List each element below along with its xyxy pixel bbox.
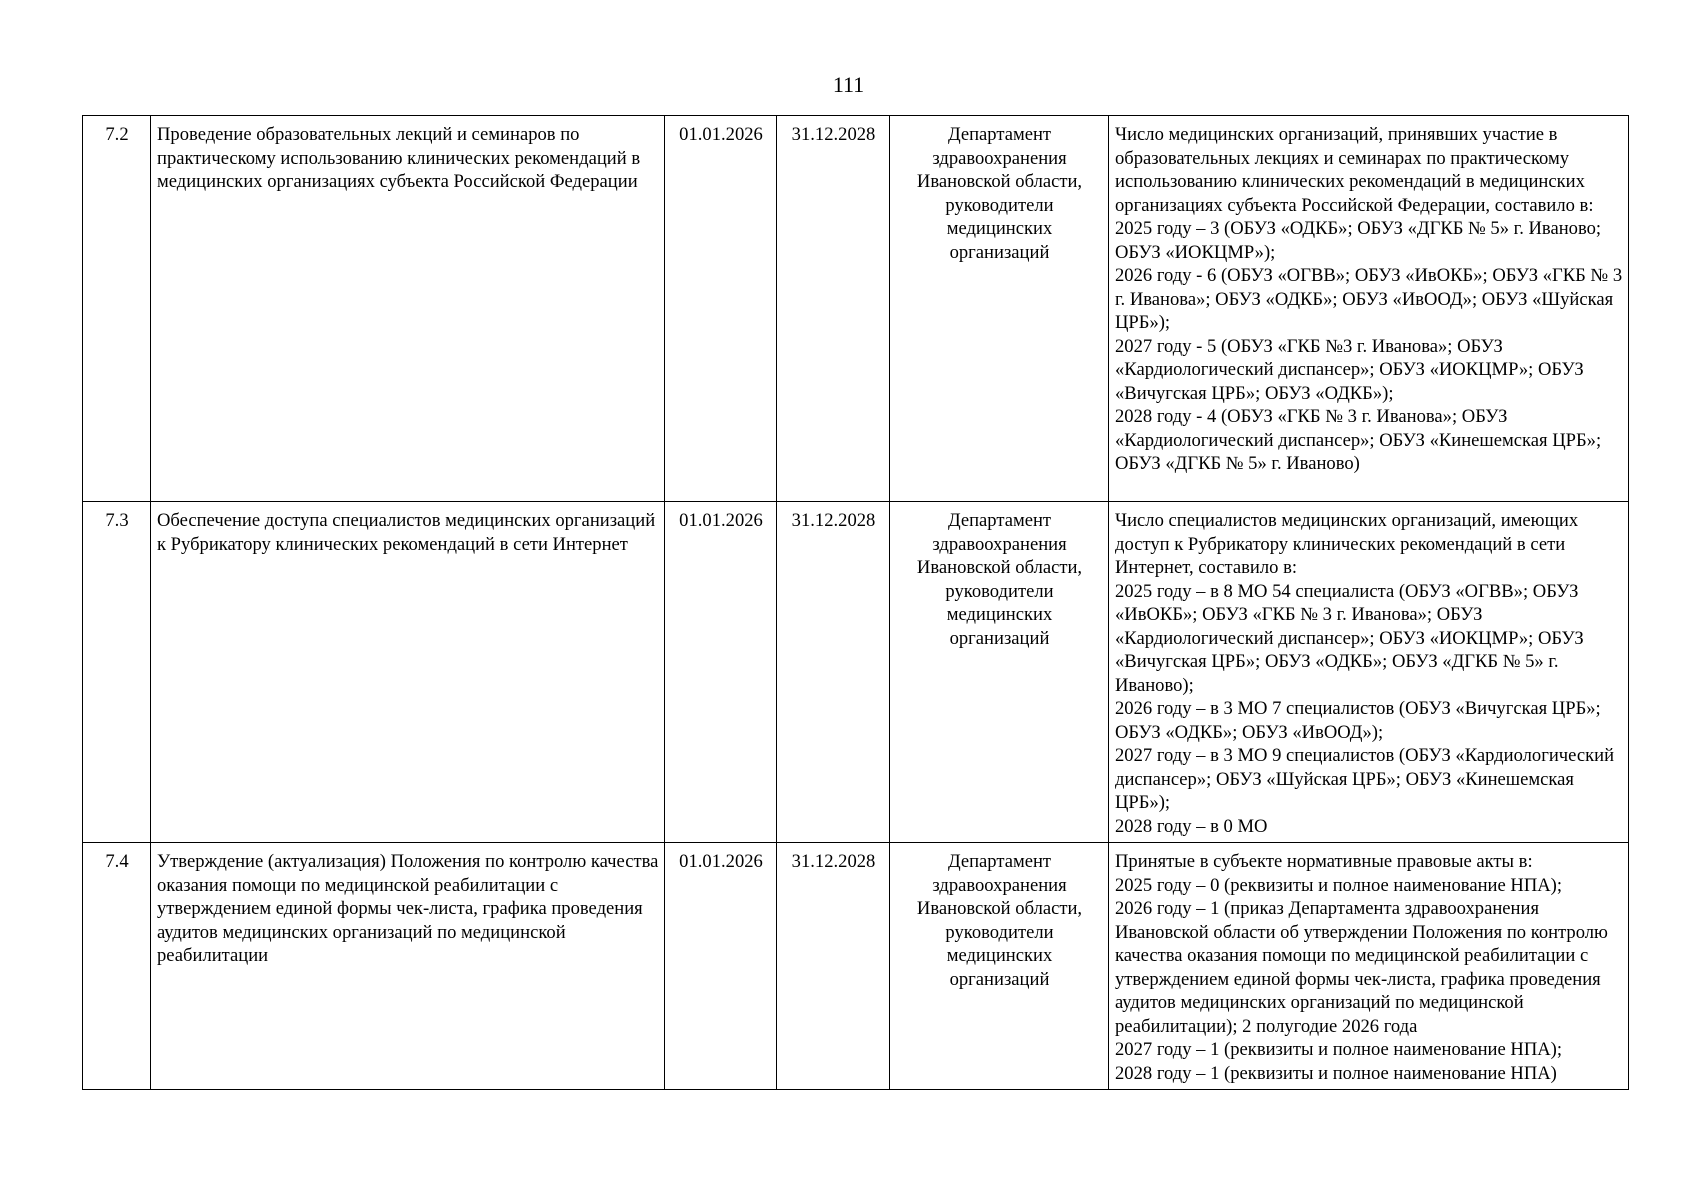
row-number: 7.3: [83, 502, 151, 843]
start-date: 01.01.2026: [665, 502, 777, 843]
result-line: Число специалистов медицинских организаций, имеющих доступ к Рубрикатору клинических рекомендаций в сети Интернет, составило в:: [1115, 510, 1579, 578]
end-date: 31.12.2028: [777, 116, 890, 502]
row-number: 7.4: [83, 843, 151, 1090]
result-line: 2025 году – 3 (ОБУЗ «ОДКБ»; ОБУЗ «ДГКБ № 5» г. Иваново; ОБУЗ «ИОКЦМР»);: [1115, 218, 1602, 263]
result-line: 2027 году - 5 (ОБУЗ «ГКБ №3 г. Иванова»; ОБУЗ «Кардиологический диспансер»; ОБУЗ «ИОКЦМР»; ОБУЗ «Вичугская ЦРБ»; ОБУЗ «ОДКБ»);: [1115, 335, 1584, 404]
start-date: 01.01.2026: [665, 116, 777, 502]
row-number: 7.2: [83, 116, 151, 502]
measure-description: Обеспечение доступа специалистов медицинских организаций к Рубрикатору клинических рекомендаций в сети Интернет: [151, 502, 665, 843]
result-indicator: [1109, 843, 1629, 1090]
result-line: 2026 году – в 3 МО 7 специалистов (ОБУЗ «Вичугская ЦРБ»; ОБУЗ «ОДКБ»; ОБУЗ «ИвООД»);: [1115, 698, 1601, 743]
table-row: [83, 843, 1629, 1090]
result-line: 2027 году – 1 (реквизиты и полное наименование НПА);: [1115, 1039, 1563, 1060]
table-row: [83, 502, 1629, 843]
responsible-executor: Департамент здравоохранения Ивановской области, руководители медицинских организаций: [890, 116, 1109, 502]
measure-description: Утверждение (актуализация) Положения по контролю качества оказания помощи по медицинской реабилитации с утверждением единой формы чек-листа, графика проведения аудитов медицинских организаций по медицинской реабилитации: [151, 843, 665, 1090]
result-line: 2028 году - 4 (ОБУЗ «ГКБ № 3 г. Иванова»; ОБУЗ «Кардиологический диспансер»; ОБУЗ «Кинешемская ЦРБ»; ОБУЗ «ДГКБ № 5» г. Иваново): [1115, 406, 1602, 474]
result-line: 2026 году – 1 (приказ Департамента здравоохранения Ивановской области об утверждении Положения по контролю качества оказания помощи по медицинской реабилитации с утверждением единой формы чек-листа, графика проведения аудитов медицинских организаций по медицинской реабилитации); 2 полугодие 2026 года: [1115, 898, 1608, 1037]
end-date: 31.12.2028: [777, 502, 890, 843]
result-line: Число медицинских организаций, принявших участие в образовательных лекциях и семинарах по практическому использованию клинических рекомендаций в медицинских организациях субъекта Российской Федерации, составило в:: [1115, 124, 1594, 216]
measures-table: [82, 115, 1629, 1090]
page-number: 111: [832, 72, 865, 97]
result-line: 2026 году - 6 (ОБУЗ «ОГВВ»; ОБУЗ «ИвОКБ»; ОБУЗ «ГКБ № 3 г. Иванова»; ОБУЗ «ОДКБ»; ОБУЗ «ИвООД»; ОБУЗ «Шуйская ЦРБ»);: [1115, 265, 1623, 333]
responsible-executor: Департамент здравоохранения Ивановской области, руководители медицинских организаций: [890, 843, 1109, 1090]
responsible-executor: Департамент здравоохранения Ивановской области, руководители медицинских организаций: [890, 502, 1109, 843]
result-line: 2028 году – в 0 МО: [1115, 815, 1268, 837]
result-indicator: [1109, 116, 1629, 502]
table-row: [83, 116, 1629, 502]
result-line: 2025 году – 0 (реквизиты и полное наименование НПА);: [1115, 874, 1563, 896]
result-line: 2028 году – 1 (реквизиты и полное наименование НПА): [1115, 1062, 1557, 1084]
result-line: Принятые в субъекте нормативные правовые акты в:: [1115, 851, 1533, 872]
start-date: 01.01.2026: [665, 843, 777, 1090]
result-line: 2027 году – в 3 МО 9 специалистов (ОБУЗ «Кардиологический диспансер»; ОБУЗ «Шуйская ЦРБ»; ОБУЗ «Кинешемская ЦРБ»);: [1115, 745, 1615, 813]
measure-description: Проведение образовательных лекций и семинаров по практическому использованию клинических рекомендаций в медицинских организациях субъекта Российской Федерации: [151, 116, 665, 502]
result-indicator: [1109, 502, 1629, 843]
result-line: 2025 году – в 8 МО 54 специалиста (ОБУЗ «ОГВВ»; ОБУЗ «ИвОКБ»; ОБУЗ «ГКБ № 3 г. Иванова»; ОБУЗ «Кардиологический диспансер»; ОБУЗ «ИОКЦМР»; ОБУЗ «Вичугская ЦРБ»; ОБУЗ «ОДКБ»; ОБУЗ «ДГКБ № 5» г. Иваново);: [1115, 580, 1584, 696]
end-date: 31.12.2028: [777, 843, 890, 1090]
